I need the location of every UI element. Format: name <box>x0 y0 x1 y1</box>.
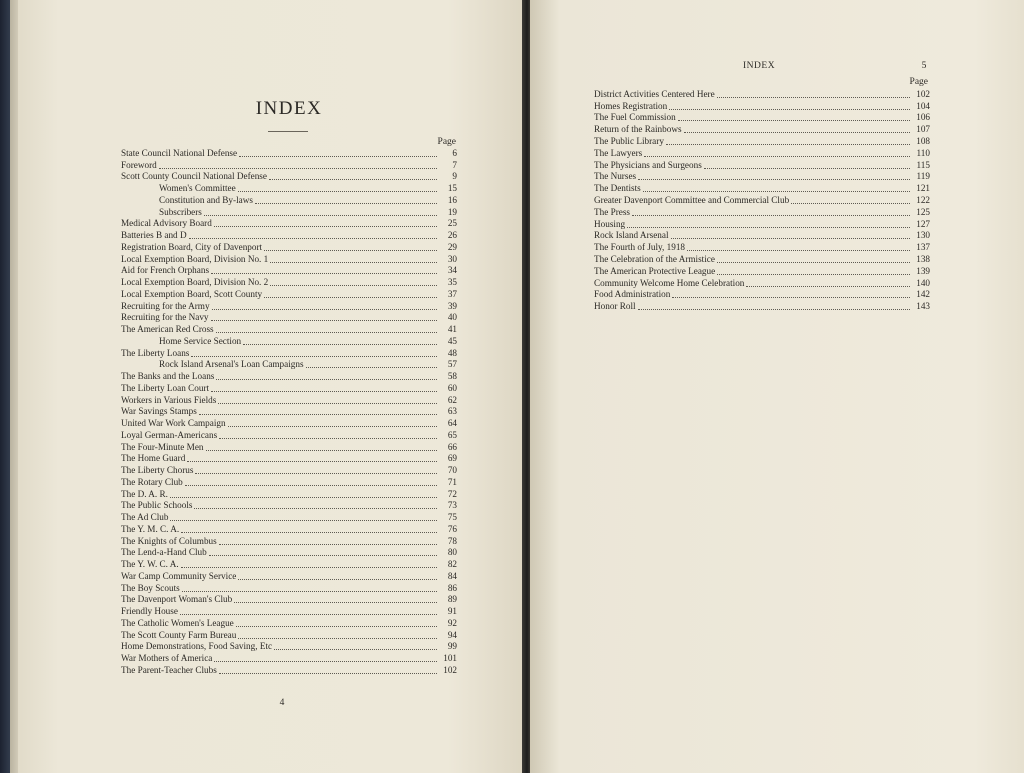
index-entry-label: The Public Library <box>594 135 664 146</box>
dot-leader <box>704 167 910 169</box>
dot-leader <box>684 131 910 133</box>
dot-leader <box>678 119 910 121</box>
index-entry <box>121 488 457 500</box>
index-entry-label: Medical Advisory Board <box>121 218 212 229</box>
index-entry <box>594 206 930 218</box>
right-folio: 5 <box>921 61 927 71</box>
index-entry-label: Loyal German-Americans <box>121 429 218 440</box>
index-entry-page: 73 <box>447 500 457 511</box>
index-entry-label: The Davenport Woman's Club <box>121 594 233 605</box>
index-entry-page: 125 <box>916 206 930 217</box>
index-entry-page: 30 <box>447 253 457 264</box>
index-entry-page: 127 <box>916 218 930 229</box>
index-entry <box>121 558 457 570</box>
index-entry-page: 41 <box>447 324 457 335</box>
dot-leader <box>159 167 437 169</box>
index-entry-label: Subscribers <box>159 206 202 217</box>
index-entry-page: 45 <box>447 335 457 346</box>
index-entry <box>121 464 457 476</box>
index-entry-page: 58 <box>447 371 457 382</box>
index-entry-page: 80 <box>447 547 457 558</box>
dot-leader <box>717 261 910 263</box>
dot-leader <box>219 672 437 674</box>
index-entry-label: The Scott County Farm Bureau <box>121 629 237 640</box>
index-entry-page: 86 <box>447 582 457 593</box>
index-entry <box>121 394 457 406</box>
index-entry <box>121 476 457 488</box>
dot-leader <box>212 308 437 310</box>
index-entry <box>121 253 457 265</box>
dot-leader <box>181 531 437 533</box>
index-entry-label: Home Service Section <box>159 335 242 346</box>
index-entry-page: 9 <box>452 171 457 182</box>
dot-leader <box>191 355 437 357</box>
dot-leader <box>228 425 437 427</box>
index-entry <box>594 159 930 171</box>
index-entry-page: 70 <box>447 465 457 476</box>
index-entry-label: The Y. M. C. A. <box>121 523 180 534</box>
index-entry-label: Housing <box>594 218 626 229</box>
index-entry-page: 89 <box>447 594 457 605</box>
index-entry-page: 40 <box>447 312 457 323</box>
index-entry-page: 84 <box>447 570 457 581</box>
index-entry <box>121 300 457 312</box>
index-entry <box>121 629 457 641</box>
index-entry-page: 66 <box>447 441 457 452</box>
index-entry-label: Rock Island Arsenal <box>594 230 669 241</box>
index-entry <box>594 171 930 183</box>
dot-leader <box>638 178 910 180</box>
index-entry-label: War Savings Stamps <box>121 406 197 417</box>
right-page-column-label: Page <box>909 77 928 87</box>
index-entry-label: The American Protective League <box>594 265 716 276</box>
index-entry-page: 106 <box>916 112 930 123</box>
index-entry-label: Workers in Various Fields <box>121 394 217 405</box>
dot-leader <box>239 155 437 157</box>
index-entry-label: The Parent-Teacher Clubs <box>121 664 217 675</box>
index-entry-label: The Ad Club <box>121 512 169 523</box>
index-entry-label: Recruiting for the Army <box>121 300 210 311</box>
dot-leader <box>209 554 437 556</box>
index-entry-label: The Press <box>594 206 630 217</box>
index-entry-page: 121 <box>916 183 930 194</box>
index-entry <box>121 182 457 194</box>
index-entry <box>594 230 930 242</box>
index-entry-page: 19 <box>447 206 457 217</box>
index-entry-label: The Catholic Women's League <box>121 617 234 628</box>
dot-leader <box>236 625 437 627</box>
index-entry-page: 138 <box>916 253 930 264</box>
index-entry-label: Honor Roll <box>594 301 636 312</box>
index-entry-page: 75 <box>447 512 457 523</box>
index-entry-label: The Celebration of the Armistice <box>594 253 715 264</box>
index-entry-label: Local Exemption Board, Division No. 1 <box>121 253 269 264</box>
index-entry <box>121 171 457 183</box>
dot-leader <box>219 437 437 439</box>
index-entry <box>121 500 457 512</box>
index-entry <box>594 218 930 230</box>
index-entry <box>594 265 930 277</box>
index-entry <box>121 382 457 394</box>
index-entry-label: The Liberty Chorus <box>121 465 194 476</box>
index-entry <box>594 253 930 265</box>
index-entry-page: 48 <box>447 347 457 358</box>
index-entry-page: 76 <box>447 523 457 534</box>
dot-leader <box>219 543 437 545</box>
index-entry-page: 72 <box>447 488 457 499</box>
dot-leader <box>170 496 437 498</box>
index-entry-label: Homes Registration <box>594 100 668 111</box>
index-entry-page: 64 <box>447 418 457 429</box>
index-entry-label: Recruiting for the Navy <box>121 312 209 323</box>
index-entry <box>594 100 930 112</box>
index-entry <box>121 241 457 253</box>
index-entry-label: The Fuel Commission <box>594 112 676 123</box>
index-entry-page: 60 <box>447 382 457 393</box>
index-entry-page: 119 <box>916 171 930 182</box>
dot-leader <box>274 648 437 650</box>
index-entry <box>121 359 457 371</box>
index-entry <box>121 429 457 441</box>
index-entry-page: 99 <box>447 641 457 652</box>
index-entry-label: The Boy Scouts <box>121 582 180 593</box>
index-entry-label: The Nurses <box>594 171 637 182</box>
dot-leader <box>632 214 910 216</box>
dot-leader <box>243 343 437 345</box>
index-entry-label: War Camp Community Service <box>121 570 237 581</box>
left-folio: 4 <box>279 698 285 708</box>
dot-leader <box>687 249 910 251</box>
dot-leader <box>214 660 437 662</box>
dot-leader <box>216 331 437 333</box>
index-entry <box>594 182 930 194</box>
dot-leader <box>627 226 910 228</box>
index-entry-page: 16 <box>447 194 457 205</box>
dot-leader <box>717 273 910 275</box>
dot-leader <box>185 484 437 486</box>
index-entry <box>121 511 457 523</box>
index-entry-label: Food Administration <box>594 289 671 300</box>
index-entry <box>121 441 457 453</box>
dot-leader <box>181 566 437 568</box>
index-entry <box>121 276 457 288</box>
index-entry-label: Aid for French Orphans <box>121 265 210 276</box>
index-entry <box>594 194 930 206</box>
dot-leader <box>643 190 910 192</box>
dot-leader <box>270 261 437 263</box>
dot-leader <box>211 390 437 392</box>
index-entry-page: 82 <box>447 559 457 570</box>
title-rule <box>268 131 308 132</box>
index-entry <box>121 218 457 230</box>
index-entry-label: The Four-Minute Men <box>121 441 204 452</box>
index-entry-page: 37 <box>447 288 457 299</box>
index-entry-page: 94 <box>447 629 457 640</box>
index-entry-page: 62 <box>447 394 457 405</box>
index-entry <box>121 547 457 559</box>
index-entry-label: The Lawyers <box>594 147 643 158</box>
index-entry-label: The D. A. R. <box>121 488 168 499</box>
index-entry <box>121 523 457 535</box>
index-entry-label: Home Demonstrations, Food Saving, Etc <box>121 641 273 652</box>
dot-leader <box>182 590 437 592</box>
index-entry <box>121 605 457 617</box>
index-entry-label: Batteries B and D <box>121 230 187 241</box>
index-entry-label: Rock Island Arsenal's Loan Campaigns <box>159 359 304 370</box>
dot-leader <box>644 155 910 157</box>
dot-leader <box>255 202 437 204</box>
dot-leader <box>746 285 910 287</box>
index-entry-page: 34 <box>447 265 457 276</box>
index-entry <box>121 323 457 335</box>
running-head: INDEX <box>743 61 776 71</box>
dot-leader <box>187 460 437 462</box>
index-entry-page: 25 <box>447 218 457 229</box>
index-entry <box>121 265 457 277</box>
index-entry-page: 101 <box>443 653 457 664</box>
dot-leader <box>195 472 437 474</box>
index-entry-page: 130 <box>916 230 930 241</box>
dot-leader <box>238 190 437 192</box>
index-entry-label: Community Welcome Home Celebration <box>594 277 745 288</box>
index-entry-page: 63 <box>447 406 457 417</box>
index-entry <box>594 88 930 100</box>
index-entry-label: The Physicians and Surgeons <box>594 159 702 170</box>
index-entry <box>594 147 930 159</box>
index-entry-label: Registration Board, City of Davenport <box>121 241 263 252</box>
index-entry <box>594 241 930 253</box>
index-entry-page: 107 <box>916 124 930 135</box>
index-entry <box>121 312 457 324</box>
index-entry-page: 35 <box>447 277 457 288</box>
index-entry <box>121 570 457 582</box>
dot-leader <box>204 214 437 216</box>
index-entry-page: 7 <box>452 159 457 170</box>
index-entry-page: 92 <box>447 617 457 628</box>
index-entry-page: 91 <box>447 606 457 617</box>
index-entry <box>594 277 930 289</box>
index-entry-page: 143 <box>916 301 930 312</box>
index-entry-page: 142 <box>916 289 930 300</box>
index-title: INDEX <box>255 98 323 119</box>
index-entry-label: Return of the Rainbows <box>594 124 682 135</box>
dot-leader <box>216 378 437 380</box>
dot-leader <box>238 637 437 639</box>
index-entry-page: 6 <box>452 147 457 158</box>
index-entry-label: Local Exemption Board, Scott County <box>121 288 263 299</box>
dot-leader <box>264 296 437 298</box>
index-entry <box>121 417 457 429</box>
index-entry-page: 104 <box>916 100 930 111</box>
index-entry-page: 26 <box>447 230 457 241</box>
index-entry <box>594 135 930 147</box>
dot-leader <box>189 237 437 239</box>
index-entry <box>121 652 457 664</box>
index-entry-label: District Activities Centered Here <box>594 88 715 99</box>
index-entry-label: The American Red Cross <box>121 324 214 335</box>
index-entry-page: 78 <box>447 535 457 546</box>
index-entry <box>121 641 457 653</box>
index-entry <box>121 370 457 382</box>
index-entry <box>121 617 457 629</box>
index-entry-label: The Knights of Columbus <box>121 535 217 546</box>
index-entry-page: 69 <box>447 453 457 464</box>
dot-leader <box>214 225 437 227</box>
index-entry <box>594 289 930 301</box>
index-entry-label: The Home Guard <box>121 453 186 464</box>
dot-leader <box>194 507 437 509</box>
index-entry-label: Local Exemption Board, Division No. 2 <box>121 277 269 288</box>
index-entry-label: The Dentists <box>594 183 641 194</box>
dot-leader <box>306 366 437 368</box>
index-entry-page: 57 <box>447 359 457 370</box>
index-entry <box>121 347 457 359</box>
dot-leader <box>671 237 910 239</box>
dot-leader <box>211 272 437 274</box>
index-entry-label: Constitution and By-laws <box>159 194 253 205</box>
index-entry <box>121 288 457 300</box>
index-entry-page: 102 <box>443 664 457 675</box>
index-entry-page: 108 <box>916 135 930 146</box>
left-page-column-label: Page <box>437 137 456 147</box>
index-entry <box>121 229 457 241</box>
dot-leader <box>669 108 910 110</box>
index-entry-page: 15 <box>447 183 457 194</box>
index-entry <box>121 582 457 594</box>
index-entry-label: Greater Davenport Committee and Commercial Club <box>594 194 790 205</box>
index-entry <box>121 159 457 171</box>
index-entry-label: The Liberty Loan Court <box>121 382 210 393</box>
index-entry <box>594 123 930 135</box>
dot-leader <box>180 613 437 615</box>
index-entry-label: The Rotary Club <box>121 476 183 487</box>
index-entry <box>594 300 930 312</box>
index-entry-page: 71 <box>447 476 457 487</box>
index-entry-page: 115 <box>916 159 930 170</box>
dot-leader <box>791 202 910 204</box>
index-entry-page: 39 <box>447 300 457 311</box>
index-entry-label: War Mothers of America <box>121 653 213 664</box>
dot-leader <box>666 143 910 145</box>
dot-leader <box>270 284 437 286</box>
index-entry-page: 102 <box>916 88 930 99</box>
index-entry <box>121 194 457 206</box>
index-entry <box>121 335 457 347</box>
index-entry <box>121 594 457 606</box>
index-entry-label: Friendly House <box>121 606 178 617</box>
dot-leader <box>717 96 910 98</box>
index-entry-page: 139 <box>916 265 930 276</box>
dot-leader <box>238 578 437 580</box>
index-entry-label: Foreword <box>121 159 157 170</box>
index-entry <box>594 112 930 124</box>
dot-leader <box>206 449 438 451</box>
index-entry <box>121 664 457 676</box>
index-entry-label: The Banks and the Loans <box>121 371 215 382</box>
dot-leader <box>199 413 437 415</box>
dot-leader <box>170 519 437 521</box>
index-entry-page: 110 <box>916 147 930 158</box>
index-entry-label: The Y. W. C. A. <box>121 559 179 570</box>
index-entry-page: 29 <box>447 241 457 252</box>
index-entry-label: Scott County Council National Defense <box>121 171 267 182</box>
index-entry-label: State Council National Defense <box>121 147 238 158</box>
dot-leader <box>269 178 437 180</box>
index-entry-label: The Lend-a-Hand Club <box>121 547 207 558</box>
dot-leader <box>672 296 910 298</box>
index-entry <box>121 147 457 159</box>
index-entry-label: The Public Schools <box>121 500 193 511</box>
dot-leader <box>211 319 437 321</box>
index-entry-page: 140 <box>916 277 930 288</box>
index-entry-page: 122 <box>916 194 930 205</box>
index-entry <box>121 535 457 547</box>
dot-leader <box>264 249 437 251</box>
dot-leader <box>234 601 437 603</box>
index-entry-label: The Fourth of July, 1918 <box>594 242 686 253</box>
index-entry-label: Women's Committee <box>159 183 236 194</box>
index-entry-label: United War Work Campaign <box>121 418 226 429</box>
index-entry <box>121 206 457 218</box>
dot-leader <box>638 308 910 310</box>
index-entry <box>121 406 457 418</box>
index-entry-page: 137 <box>916 242 930 253</box>
index-entry-page: 65 <box>447 429 457 440</box>
dot-leader <box>218 402 437 404</box>
index-entry <box>121 453 457 465</box>
index-entry-label: The Liberty Loans <box>121 347 190 358</box>
